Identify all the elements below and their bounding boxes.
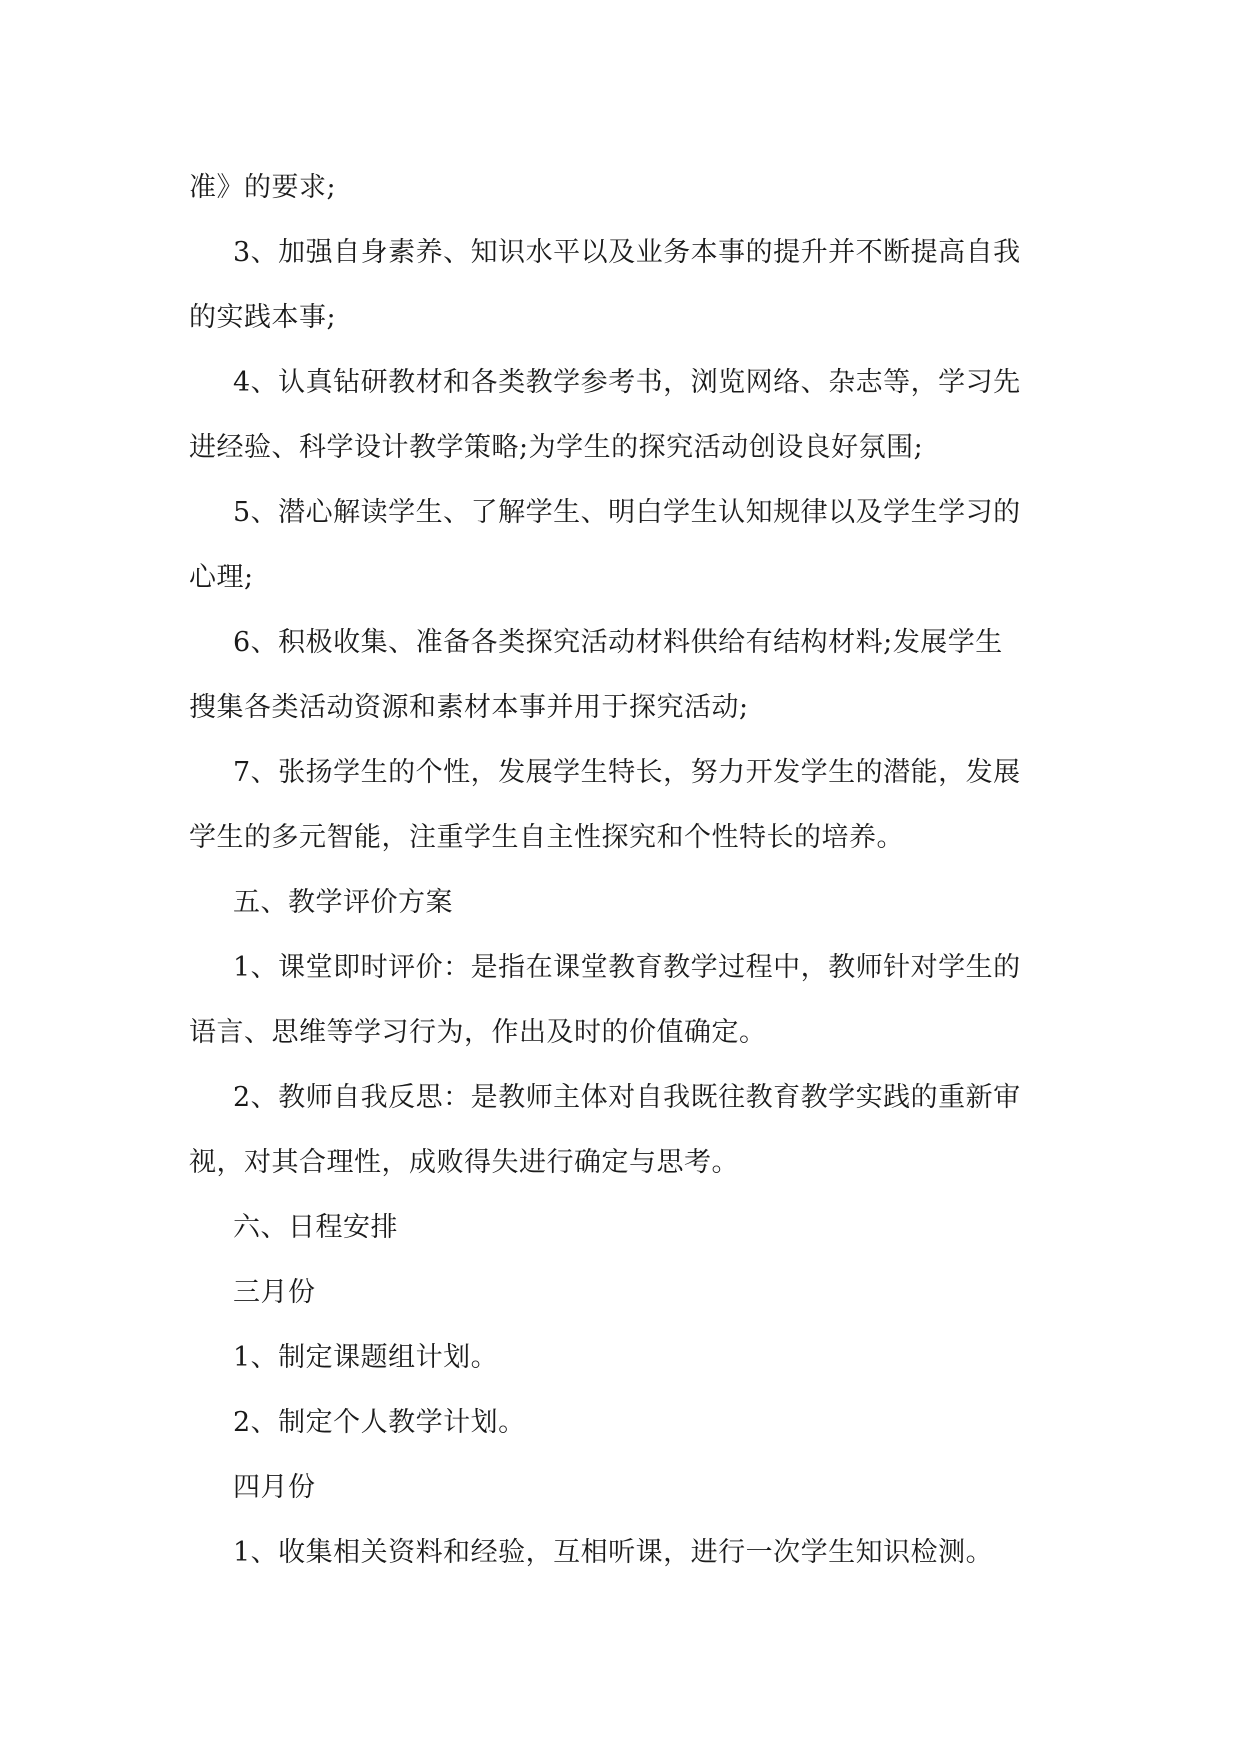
document-body (189, 155, 1069, 1585)
text-line: 6、积极收集、准备各类探究活动材料供给有结构材料;发展学生 (233, 627, 1003, 658)
text-line: 5、潜心解读学生、了解学生、明白学生认知规律以及学生学习的 (233, 497, 1021, 528)
text-line: 的实践本事; (189, 302, 337, 333)
text-line: 1、制定课题组计划。 (233, 1342, 499, 1373)
text-line: 准》的要求; (189, 172, 337, 203)
text-line: 4、认真钻研教材和各类教学参考书，浏览网络、杂志等，学习先 (233, 367, 1021, 398)
text-line: 搜集各类活动资源和素材本事并用于探究活动; (189, 692, 749, 723)
text-line: 7、张扬学生的个性，发展学生特长，努力开发学生的潜能，发展 (233, 757, 1021, 788)
text-line: 语言、思维等学习行为，作出及时的价值确定。 (189, 1017, 767, 1048)
section-heading: 六、日程安排 (233, 1212, 398, 1243)
text-line: 1、收集相关资料和经验，互相听课，进行一次学生知识检测。 (233, 1537, 994, 1568)
text-line: 学生的多元智能，注重学生自主性探究和个性特长的培养。 (189, 822, 904, 853)
text-line: 进经验、科学设计教学策略;为学生的探究活动创设良好氛围; (189, 432, 924, 463)
text-line: 1、课堂即时评价：是指在课堂教育教学过程中，教师针对学生的 (233, 952, 1021, 983)
section-heading: 五、教学评价方案 (233, 887, 453, 918)
text-line: 2、制定个人教学计划。 (233, 1407, 526, 1438)
month-heading: 三月份 (233, 1277, 316, 1308)
text-line: 心理; (189, 562, 254, 593)
text-line: 视，对其合理性，成败得失进行确定与思考。 (189, 1147, 739, 1178)
text-line: 3、加强自身素养、知识水平以及业务本事的提升并不断提高自我 (233, 237, 1021, 268)
text-line: 2、教师自我反思：是教师主体对自我既往教育教学实践的重新审 (233, 1082, 1021, 1113)
month-heading: 四月份 (233, 1472, 316, 1503)
